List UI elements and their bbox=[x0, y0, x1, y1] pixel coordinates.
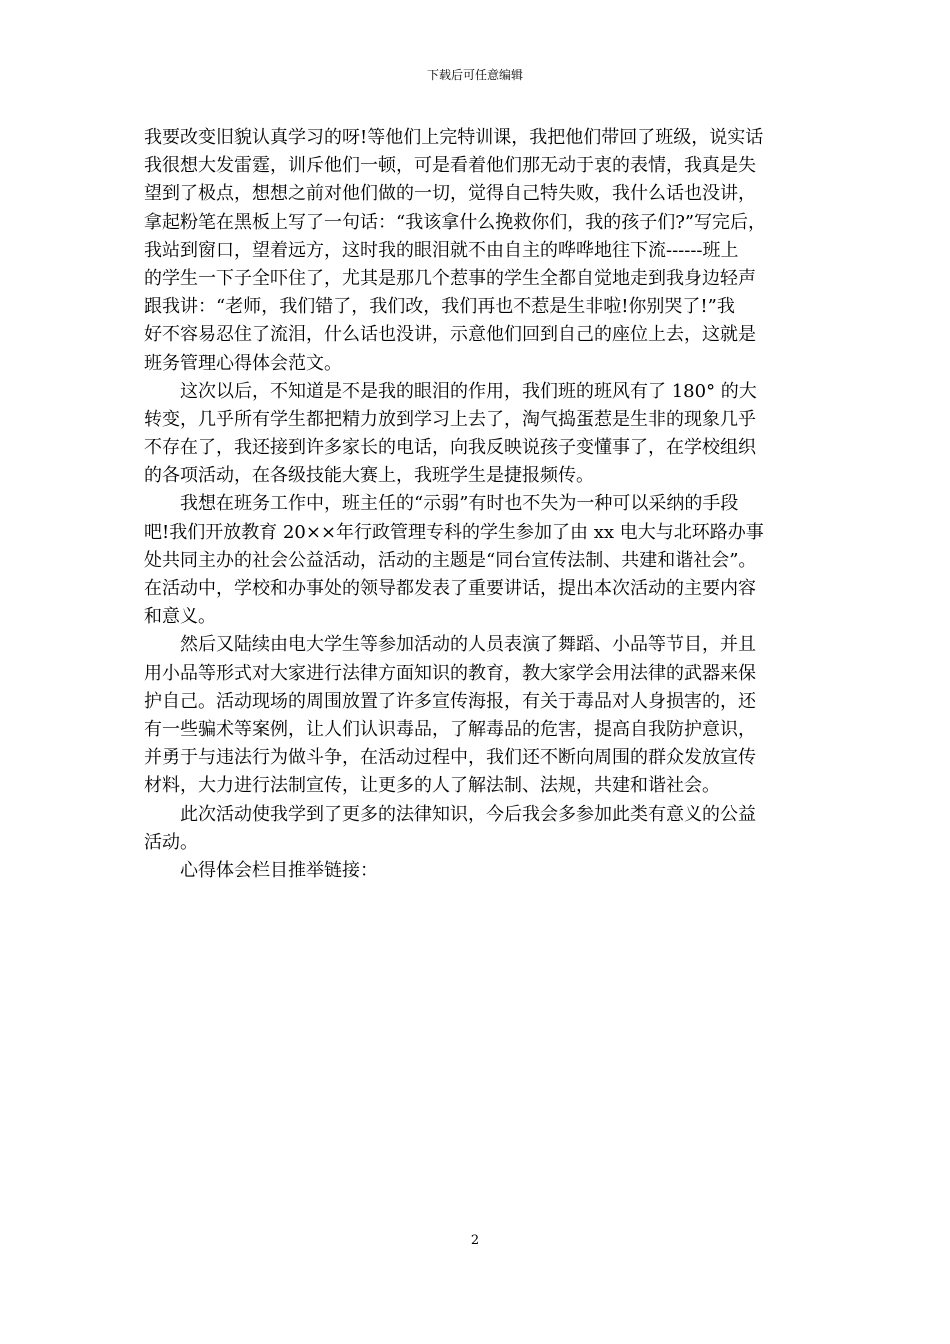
text-line: 材料，大力进行法制宣传，让更多的人了解法制、法规，共建和谐社会。 bbox=[144, 775, 720, 797]
text-line: 好不容易忍住了流泪，什么话也没讲，示意他们回到自己的座位上去，这就是 bbox=[144, 324, 756, 346]
text-line: 转变，几乎所有学生都把精力放到学习上去了，淘气捣蛋惹是生非的现象几乎 bbox=[144, 408, 756, 430]
text-line: 活动。 bbox=[144, 831, 198, 853]
text-line: 望到了极点，想想之前对他们做的一切，觉得自己特失败，我什么话也没讲， bbox=[144, 183, 756, 205]
text-line: 我很想大发雷霆，训斥他们一顿，可是看着他们那无动于衷的表情，我真是失 bbox=[144, 155, 756, 177]
text-line: 心得体会栏目推举链接： bbox=[144, 859, 378, 881]
text-line: 不存在了，我还接到许多家长的电话，向我反映说孩子变懂事了，在学校组织 bbox=[144, 437, 756, 459]
text-line: 在活动中，学校和办事处的领导都发表了重要讲话，提出本次活动的主要内容 bbox=[144, 578, 756, 599]
paragraph-4 bbox=[144, 631, 808, 800]
text-line: 处共同主办的社会公益活动，活动的主题是“同台宣传法制、共建和谐社会”。 bbox=[144, 549, 757, 571]
text-line: 并勇于与违法行为做斗争，在活动过程中，我们还不断向周围的群众发放宣传 bbox=[144, 747, 756, 769]
text-line: 我想在班务工作中，班主任的“示弱”有时也不失为一种可以采纳的手段 bbox=[144, 493, 739, 515]
text-line: 和意义。 bbox=[144, 606, 216, 628]
paragraph-1 bbox=[144, 124, 808, 378]
paragraph-5 bbox=[144, 801, 808, 857]
text-line: 护自己。活动现场的周围放置了许多宣传海报，有关于毒品对人身损害的，还 bbox=[144, 690, 756, 712]
text-line: 我站到窗口，望着远方，这时我的眼泪就不由自主的哗哗地往下流------班上 bbox=[144, 239, 739, 261]
text-line: 的各项活动，在各级技能大赛上，我班学生是捷报频传。 bbox=[144, 465, 594, 487]
page-number: 2 bbox=[470, 1233, 480, 1248]
document-body bbox=[144, 124, 808, 885]
text-line: 这次以后，不知道是不是我的眼泪的作用，我们班的班风有了 180° 的大 bbox=[144, 380, 757, 402]
paragraph-2 bbox=[144, 378, 808, 491]
text-line: 吧!我们开放教育 20××年行政管理专科的学生参加了由 xx 电大与北环路办事 bbox=[144, 521, 764, 543]
text-line: 拿起粉笔在黑板上写了一句话：“我该拿什么挽救你们，我的孩子们?”写完后， bbox=[144, 211, 767, 233]
text-line: 我要改变旧貌认真学习的呀!等他们上完特训课，我把他们带回了班级，说实话 bbox=[144, 127, 764, 148]
text-line: 然后又陆续由电大学生等参加活动的人员表演了舞蹈、小品等节目，并且 bbox=[144, 634, 756, 656]
paragraph-6 bbox=[144, 857, 808, 885]
text-line: 用小品等形式对大家进行法律方面知识的教育，教大家学会用法律的武器来保 bbox=[144, 662, 756, 684]
page-header: 下载后可任意编辑 bbox=[426, 68, 523, 82]
paragraph-3 bbox=[144, 490, 808, 631]
text-line: 的学生一下子全吓住了，尤其是那几个惹事的学生全都自觉地走到我身边轻声 bbox=[144, 267, 756, 289]
text-line: 此次活动使我学到了更多的法律知识，今后我会多参加此类有意义的公益 bbox=[144, 803, 756, 825]
text-line: 有一些骗术等案例，让人们认识毒品，了解毒品的危害，提高自我防护意识， bbox=[144, 718, 756, 740]
text-line: 跟我讲：“老师，我们错了，我们改，我们再也不惹是生非啦!你别哭了!”我 bbox=[144, 296, 735, 318]
text-line: 班务管理心得体会范文。 bbox=[144, 352, 342, 374]
